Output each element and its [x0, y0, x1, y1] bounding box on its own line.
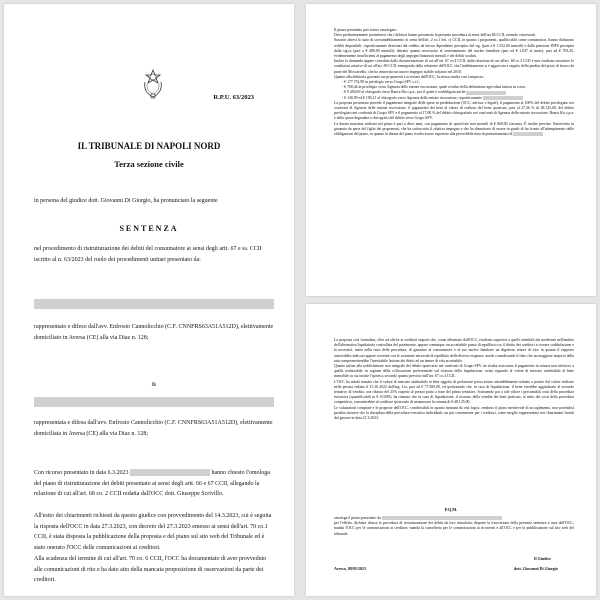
omologa-text: omologa il piano presentato da [334, 516, 381, 520]
page2-body [334, 28, 574, 137]
document-page-1 [4, 4, 294, 596]
paragraph: Le valutazioni compiute e le proposte dell'OCC, condivisibili in quanto immuni da vizi logici, rendono il piano meritevole di accoglimento, non potendosi peraltro ritenere che la disciplina della procedura esecutiva individuale sia più conveniente per i creditori, come meglio rappresentato nei chiarimenti forniti dal gestore in data 21.3.2023. [334, 405, 574, 421]
paragraph: La proposta presentata prevede il pagamento integrale delle spese in prededuzione (OCC, advisor e legale), il pagamento al 100% del debito privilegiato nei confronti di Agenzia delle entrate riscossione, il pagamento dei beni al valore di realizzo del bene ipotecato, pari al 27,36 % di 48.125,00, del debito privilegiato nei confronti di Grupo SPV e il pagamento al 17,08 % del debito chirografario nei confronti di Agenzia delle entrate riscossione, Banca Ifis s.p.a. e della quota degradata a chirografo del debito verso Grupo SPV. [334, 100, 574, 121]
body-paragraph-1-end: hanno chiesto l'omologa del piano di ristrutturazione dei debiti presentato ai sensi degli artt. 66 e 67 CCII, allegando la relazione di cui all'art. 68 co. 2 CCII redatta dall'OCC dott. Giuseppe Scrivillo. [34, 470, 270, 497]
list-item-text: € 140,99 ed € 190,21 al chirografo verso Agenzia delle entrate riscossione, rispettivamente [344, 95, 483, 100]
paragraph-text: La durata massima indicata nel piano è pari a dieci anni, con pagamento di quote/rate non mensili di € 660,00 ciascuna. È inoltre previsto l'intervento in garanzia da parte del figlio dei proponenti, che ha sottoscritto il relativo impegno e che ha dimostrato di essere in grado di far fronte all'adempimento delle obbligazioni del piano, in quanto la durata del piano risulta essere superiore alla prevedibile data di pensionamento di [334, 121, 574, 137]
court-section: Terza sezione civile [114, 159, 184, 169]
court-title: IL TRIBUNALE DI NAPOLI NORD [77, 141, 221, 151]
document-page-3 [306, 304, 596, 596]
body-paragraph-3: Alla scadenza del termine di cui all'art. 70 co. 6 CCII, l'OCC ha documentato di aver provveduto alle comunicazioni di rito e ha dato atto della mancata proposizione di osservazioni da parte dei creditori. [34, 556, 267, 583]
procedure-paragraph: nel procedimento di ristrutturazione dei debiti del consumatore ai sensi degli artt. 67 e ss. CCII iscritto al n. 63/2023 del ruolo dei procedimenti unitari presentato da: [34, 246, 262, 263]
judge-title: Il Giudice [534, 556, 552, 561]
paragraph [334, 122, 574, 138]
dispositive-section [334, 516, 574, 537]
redacted-name [466, 91, 506, 95]
place-date: Aversa, 08/05/2023 [334, 566, 366, 571]
body-paragraph-2: All'esito dei chiarimenti richiesti da questo giudice con provvedimento del 14.3.2023, cui è seguita la risposta dell'OCC in data 27.3.2023, con decreto del 27.3.2023 emesso ai sensi dell'art. 70 co.1 CCII, è stata disposta la pubblicazione della proposta e del piano sul sito web del Tribunale ed è stato onerato l'OCC delle comunicazioni ai creditori. [34, 513, 272, 551]
paragraph: Inoltre la domanda appare corredata dalla documentazione di cui all'art. 67 co.2 CCII, dalla relazione di cui all'art. 68 co.2 CCII e non risultano sussistere le condizioni ostative di cui all'art. 69 CCII, emergendo dalla relazione dell'OCC che l'indebitamento si è aggravato a seguito della perdita del posto di lavoro da parte del Moscariello, che ha rinnovato un nuovo impegno stabile soltanto nel 2018. [334, 59, 574, 74]
dispositive-paragraph: per l'effetto, dichiara chiusa la procedura di ristrutturazione dei debiti da loro introdotta; dispone la trascrizione della presente sentenza a cura dell'OCC; manda l'OCC per le comunicazioni ai creditori; manda la cancelleria per le comunicazioni ai ricorrenti e all'OCC e per la pubblicazione sul sito web del tribunale. [334, 521, 574, 536]
page3-body [334, 338, 574, 421]
paragraph: Quanto alla debitoria gravante sui proponenti e accertata dall'OCC, la stessa risulta così composta: [334, 74, 484, 79]
body-paragraph-1 [34, 468, 274, 500]
ampersand: & [151, 382, 157, 388]
representation-paragraph-2: rappresentata e difesa dall'avv. Enfrosio Cannolicchio (C.F. CNNFRS63A51A512D), elettivamente domiciliata in Aversa (CE) alla via Diaz n. 128; [34, 420, 273, 437]
judge-name: dott. Giovanni Di Giorgio [514, 566, 558, 571]
representation-paragraph-1: rappresentato e difeso dall'avv. Enfrosio Cannolicchio (C.F. CNNFRS63A51A512D), elettivamente domiciliato in Aversa (CE) alla via Diaz n. 128; [34, 324, 274, 341]
list-item: - € 177.752,90 in privilegio verso Grupo SPV s.r.l.; [342, 80, 574, 85]
paragraph: L'OCC ha infatti stimato che il valore di mercato attribuibile ai beni oggetto di prelazione possa essere attendibilmente stimato a partire dal valore indicato nella perizia redatta il 15.10.2022 dall'ing. Lia, pari ad € 77.500,00, ed ipotizzando che, in caso di liquidazione, il bene verrebbe aggiudicato al secondo tentativo di vendita, con ribasso del 25% rispetto al prezzo posto a base del primo tentativo. Sottraendo poi a tale valore i presumibili costi della procedura esecutiva (quantificabili in € 10.000), ha ritenuto che in caso di liquidazione, il ricavato della vendita dei beni ipotecati, al netto dei costi della procedura competitiva, consentirebbe al creditore ipotecario di incamerare la somma di € 48.125,00. [334, 379, 574, 405]
redacted-name [483, 96, 523, 100]
list-item-text: € 9.494,00 al chirografo verso Banca Ifis s.p.a., per il quale è coobbligata anche [344, 90, 466, 95]
document-page-2 [306, 4, 596, 296]
list-item: - € 768,44 in privilegio verso Agenzia delle entrate riscossione, quale residuo della definizione agevolata tuttora in corso; [342, 85, 574, 90]
paragraph: Il piano presentato può essere omologato. [334, 28, 398, 32]
sentence-heading: SENTENZA [119, 224, 179, 233]
redacted-name [513, 132, 543, 136]
redacted-party-name [34, 397, 274, 407]
paragraph: Quanto infine alla soddisfazione non integrale del debito ipotecario nei confronti di Grupo SPV, ne risulta assicurato il pagamento in misura non inferiore a quella realizzabile, in ragione della collocazione preferenziale sul ricavato della liquidazione, avuto riguardo al valore di mercato attribuibile al bene immobile su cui insiste l'ipoteca, secondo quanto previsto dall'art. 67 co.4 CCII. [334, 364, 574, 379]
body-paragraph-1-start: Con ricorso presentato in data 6.3.2023 [34, 470, 129, 476]
redacted-name [130, 469, 210, 476]
intro-line: in persona del giudice dott. Giovanni Di Giorgio, ha pronunciato la seguente [34, 198, 218, 204]
redacted-name [382, 516, 502, 520]
redacted-party-name [34, 299, 274, 309]
pqm-heading: P.Q.M. [444, 507, 458, 512]
paragraph: Sussiste altresì lo stato di sovraindebitamento ai sensi dell'art. 2 co.1 lett. c) CCII, in quanto i proponenti, qualificabili come consumatori, hanno dichiarato redditi disponibili, rispettivamente derivanti dal reddito da lavoro dipendente percepito dal sig. (pari a € 1.552,00 mensili) e dalla pensione INPS percepita dalla sig.ra (pari a € 480,00 mensili); detratto quanto necessario al sostentamento del nucleo familiare (pari ad € 1.047 al mese), pari ad € 763,45, evidentemente insufficienti al pagamento degli impegni finanziari mensili e dei debiti scaduti. [334, 38, 574, 59]
paragraph: La proposta così formulata, oltre ad offrire ai creditori importi che, come affermato dall'OCC, risultano superiori a quelli ottenibili dai medesimi nell'ambito dell'alternativa liquidatoria controllata del patrimonio, appare comunque un accettabile punto di equilibrio tra il diritto dei creditori a trovare soddisfazione e la necessità, insita nella ratio della procedura, di garantire al consumatore e al suo nucleo familiare un dignitoso tenore di vita, in quanto il rapporto rata/reddito indicato appare coerente con le sostenute necessità di equilibrio delle diverse esigenze, anche considerando il fatto che un maggiore importo della rata comprometterebbe l'inevitabile lesione dei diritti ad un tenore di vita accettabile. [334, 338, 574, 363]
case-number: R.P.U. 63/2023 [213, 94, 254, 101]
republic-emblem-icon [142, 68, 164, 100]
debt-list [334, 80, 574, 101]
paragraph: Deve preliminarmente premettersi che i debitori hanno presentato la presente procedura ai sensi dell'art 66 CCII, essendo conviventi. [334, 33, 536, 38]
